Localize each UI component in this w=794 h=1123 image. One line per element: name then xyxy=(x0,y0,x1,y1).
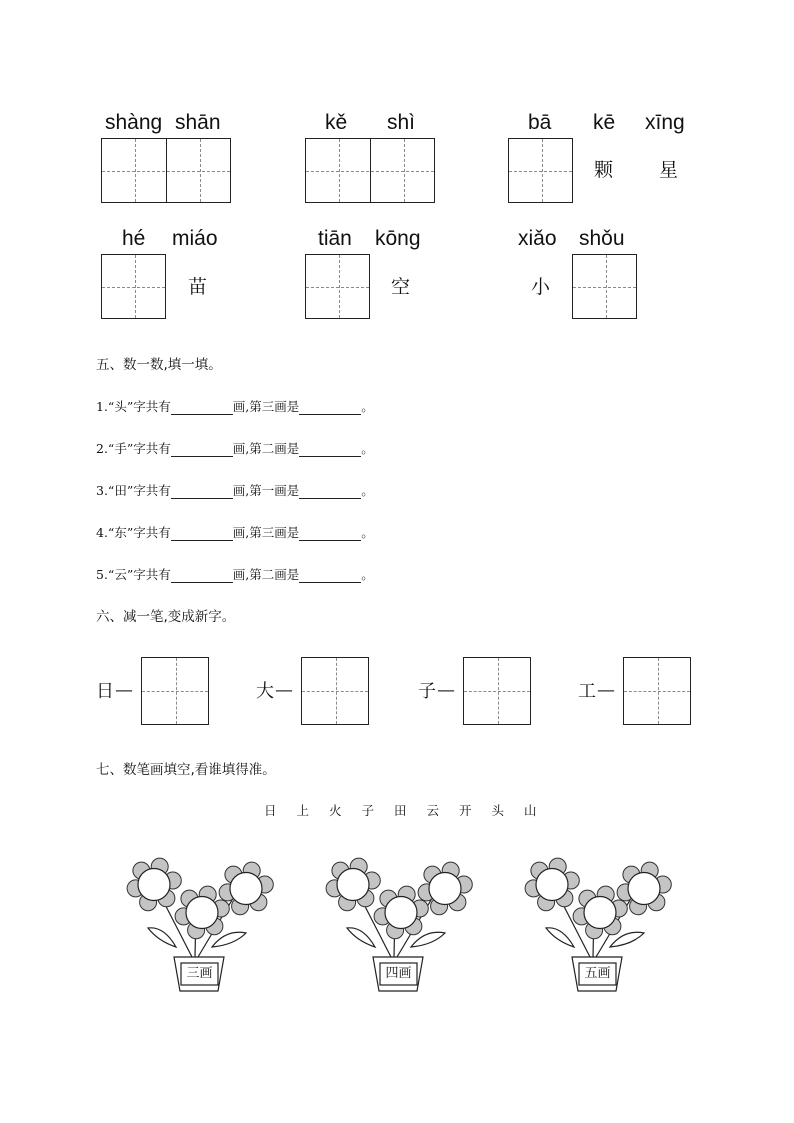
stroke-count-blank[interactable] xyxy=(171,444,233,457)
pool-char: 子 xyxy=(361,803,374,818)
pot-label: 四画 xyxy=(385,966,412,981)
answer-box-da[interactable] xyxy=(301,657,369,725)
pinyin-ke: kě xyxy=(325,111,348,134)
writing-box-shou[interactable] xyxy=(572,254,637,319)
section7-title: 七、数笔画填空,看谁填得准。 xyxy=(96,762,276,778)
char-da: 大 xyxy=(256,681,274,702)
pinyin-xing: xīng xyxy=(645,111,685,134)
question-2 xyxy=(96,441,374,457)
char-xing: 星 xyxy=(659,159,679,181)
pinyin-shou: shǒu xyxy=(579,227,625,250)
char-pool xyxy=(254,803,547,819)
pinyin-miao: miáo xyxy=(172,227,218,250)
pool-char: 日 xyxy=(263,803,277,818)
pinyin-ke2: kē xyxy=(593,111,616,134)
pool-char: 田 xyxy=(393,803,407,818)
question-end: 。 xyxy=(361,525,374,540)
pot-label: 五画 xyxy=(584,966,611,981)
char-zi: 子 xyxy=(418,681,436,702)
writing-box-shangshan[interactable] xyxy=(101,138,231,203)
pinyin-shi: shì xyxy=(387,111,416,134)
pinyin-ba: bā xyxy=(528,111,552,134)
writing-box-ba[interactable] xyxy=(508,138,573,203)
stroke-name-blank[interactable] xyxy=(299,570,361,583)
question-1 xyxy=(96,399,374,415)
question-4 xyxy=(96,525,374,541)
stroke-name-blank[interactable] xyxy=(299,528,361,541)
dash: — xyxy=(115,680,133,701)
stroke-count-blank[interactable] xyxy=(171,570,233,583)
stroke-name-blank[interactable] xyxy=(299,402,361,415)
question-text: 画,第二画是 xyxy=(232,441,300,456)
pinyin-kong: kōng xyxy=(375,227,421,250)
question-end: 。 xyxy=(361,567,374,582)
pot-label: 三画 xyxy=(186,966,213,981)
question-text: 3.“田”字共有 xyxy=(96,483,171,498)
question-end: 。 xyxy=(361,441,374,456)
stroke-count-blank[interactable] xyxy=(171,402,233,415)
flower-pot-1 xyxy=(126,853,274,995)
question-text: 4.“东”字共有 xyxy=(96,525,171,540)
pool-char: 山 xyxy=(523,803,537,818)
question-5 xyxy=(96,567,374,583)
flower-pot-2 xyxy=(325,853,473,995)
char-gong: 工 xyxy=(578,681,596,702)
char-xiao: 小 xyxy=(531,276,551,298)
pool-char: 头 xyxy=(491,803,504,818)
writing-box-keshi[interactable] xyxy=(305,138,435,203)
char-ri: 日 xyxy=(96,681,114,702)
question-text: 画,第二画是 xyxy=(232,567,300,582)
question-end: 。 xyxy=(361,399,374,414)
stroke-count-blank[interactable] xyxy=(171,486,233,499)
char-ke: 颗 xyxy=(594,159,614,181)
question-text: 1.“头”字共有 xyxy=(96,399,171,414)
section5-title: 五、数一数,填一填。 xyxy=(96,357,222,373)
question-text: 画,第一画是 xyxy=(232,483,300,498)
question-end: 。 xyxy=(361,483,374,498)
dash: — xyxy=(597,680,615,701)
char-miao: 苗 xyxy=(188,276,208,298)
pinyin-shan: shān xyxy=(175,111,221,134)
pool-char: 开 xyxy=(458,803,472,818)
pinyin-xiao: xiǎo xyxy=(518,227,557,250)
question-text: 画,第三画是 xyxy=(232,525,300,540)
stroke-count-blank[interactable] xyxy=(171,528,233,541)
pinyin-he: hé xyxy=(122,227,146,250)
pool-char: 云 xyxy=(426,803,439,818)
pinyin-shang: shàng xyxy=(105,111,163,134)
section6-title: 六、减一笔,变成新字。 xyxy=(96,609,236,625)
dash: — xyxy=(437,680,455,701)
answer-box-zi[interactable] xyxy=(463,657,531,725)
dash: — xyxy=(275,680,293,701)
stroke-name-blank[interactable] xyxy=(299,486,361,499)
answer-box-ri[interactable] xyxy=(141,657,209,725)
flower-pot-3 xyxy=(524,853,672,995)
question-text: 画,第三画是 xyxy=(232,399,300,414)
pool-char: 上 xyxy=(296,803,309,818)
stroke-name-blank[interactable] xyxy=(299,444,361,457)
writing-box-he[interactable] xyxy=(101,254,166,319)
answer-box-gong[interactable] xyxy=(623,657,691,725)
writing-box-tian[interactable] xyxy=(305,254,370,319)
pinyin-tian: tiān xyxy=(318,227,352,250)
pool-char: 火 xyxy=(328,803,342,818)
question-text: 5.“云”字共有 xyxy=(96,567,171,582)
char-kong: 空 xyxy=(391,276,411,298)
question-text: 2.“手”字共有 xyxy=(96,441,171,456)
question-3 xyxy=(96,483,374,499)
